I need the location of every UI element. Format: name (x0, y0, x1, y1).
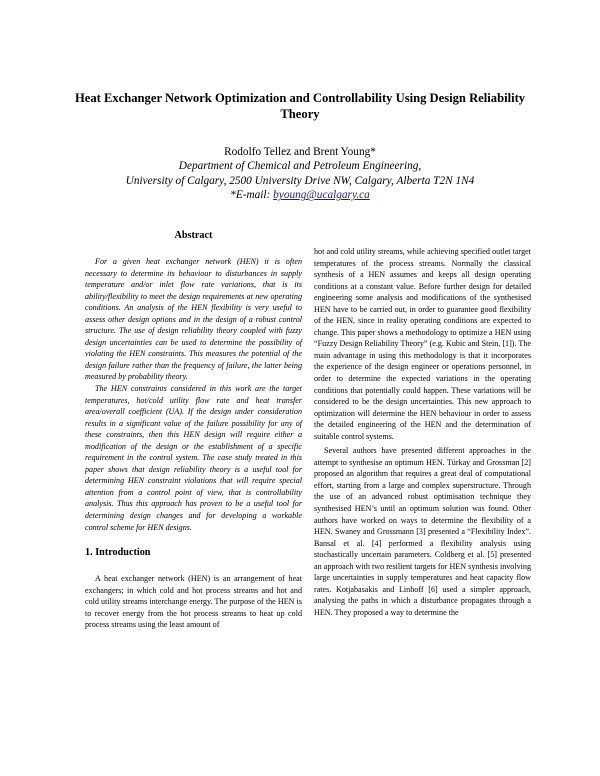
email-link[interactable]: byoung@ucalgary.ca (273, 189, 370, 202)
introduction-paragraph-continued: hot and cold utility streams, while achieving specified outlet target temperatures of the process streams. Normally the classical synthesis of a HEN assumes and keeps all design operating conditions at a constant value. Before further design for detailed engineering some analysis and modifications of the synthesised HEN have to be carried out, in order to guarantee good flexibility of the HEN, since in reality operating conditions are expected to change. This paper shows a methodology to optimize a HEN using “Fuzzy Design Reliability Theory” (e.g. Kubic and Stein, [1]). The main advantage in using this methodology is that it incorporates the experience of the design engineer or operations personnel, in order to determine the expected variations in the operating conditions that potentially could happen. These variations will be considered to be the design uncertainties. This new approach to optimization will determine the HEN behaviour in order to assess the detailed engineering of the HEN and the determination of suitable control systems. (314, 247, 531, 441)
introduction-paragraph: Several authors have presented different approaches in the attempt to synthesise an optimum HEN. Türkay and Grossman [2] proposed an algorithm that requires a great deal of computational effort, starting from a large and complex superstructure. Through the use of an advanced robust optimisation technique they synthesised HEN’s until an optimum solution was found. Other authors have worked on ways to determine the flexibility of a HEN. Swaney and Grossmann [3] presented a “Flexibility Index”. Bansal et al. [4] performed a flexibility analysis using stochastically uncertain parameters. Coldberg et al. [5] presented an approach with two resilient targets for HEN synthesis involving large uncertainties in supply temperatures and heat capacity flow rates. Kotjabasakis and Linhoff [6] used a simpler approach, analysing the paths in which a disturbance propagates through a HEN. They proposed a way to determine the (314, 446, 531, 617)
abstract-paragraph: For a given heat exchanger network (HEN) it is often necessary to determine its behaviour to disturbances in supply temperature and/or inlet flow rate variations, that is its ability/flexibility to meet the design requirements at new operating conditions. An analysis of the HEN flexibility is very useful to assess other design options and in the design of a robust control structure. The use of design reliability theory coupled with fuzzy design uncertainties can be used to determine the possibility of violating the HEN constraints. This measures the potential of the design failure rather than the frequency of failure, the latter being measured by probability theory. (85, 257, 302, 382)
email-label: *E-mail: (230, 189, 274, 202)
email-line (80, 188, 520, 202)
introduction-heading: 1. Introduction (85, 547, 151, 559)
right-column (314, 246, 531, 619)
author-block (80, 145, 520, 203)
abstract-paragraph: The HEN constraints considered in this work are the target temperatures, hot/cold utility flow rate and heat transfer area/overall coefficient (UA). If the design under consideration results in a significant value of the failure possibility for any of these constraints, then this HEN design will require either a modification of the design or the establishment of a specific requirement in the control system. The case study treated in this paper shows that design reliability theory is a useful tool for determining HEN constraint violations that will require special attention from a control point of view, that is controllability analysis. Thus this approach has proven to be a useful tool for determining design changes and for developing a workable control scheme for HEN designs. (85, 384, 302, 532)
introduction-paragraph: A heat exchanger network (HEN) is an arrangement of heat exchangers; in which cold and hot process streams and hot and cold utility streams interchange energy. The purpose of the HEN is to recover energy from the hot process streams to heat up cold process streams using the least amount of (85, 574, 302, 630)
paper-title: Heat Exchanger Network Optimization and Controllability Using Design Reliability Theory (74, 91, 526, 121)
address: University of Calgary, 2500 University Drive NW, Calgary, Alberta T2N 1N4 (125, 174, 475, 187)
left-column (85, 230, 302, 631)
department: Department of Chemical and Petroleum Engineering, (178, 160, 422, 173)
authors: Rodolfo Tellez and Brent Young* (224, 146, 376, 158)
abstract-body (85, 256, 302, 533)
abstract-heading: Abstract (174, 230, 213, 241)
